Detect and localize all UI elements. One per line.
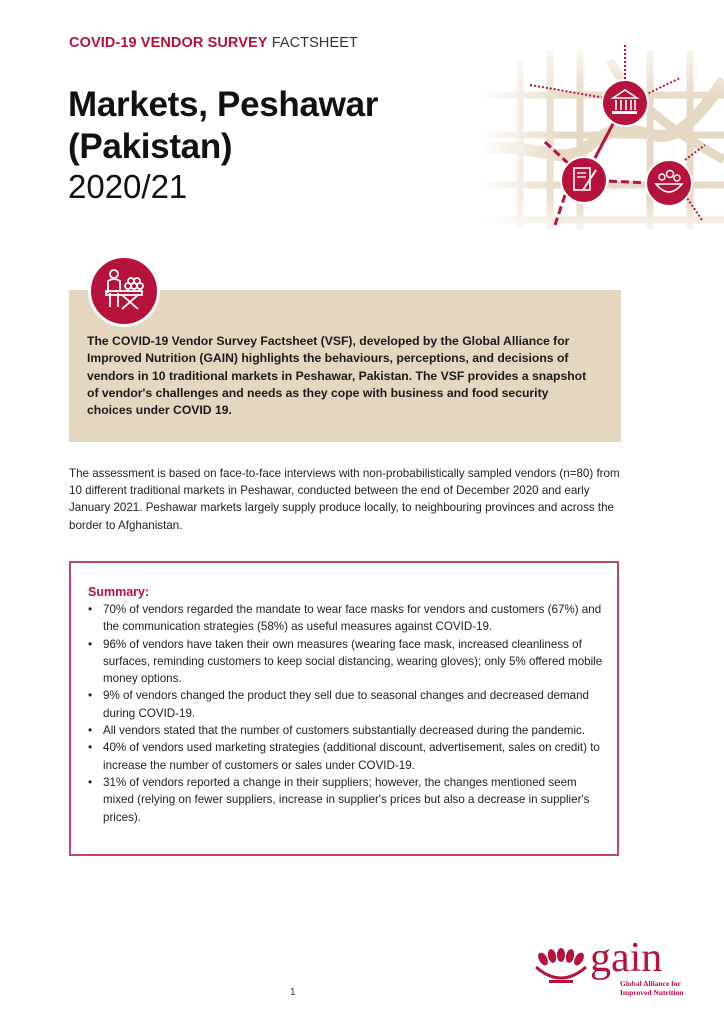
hero-map-illustration (480, 40, 724, 240)
summary-box (69, 561, 619, 856)
food-bowl-icon (646, 160, 692, 206)
vendor-stall-icon (88, 255, 160, 327)
kicker-brand: COVID-19 VENDOR SURVEY (69, 35, 268, 51)
wheat-bowl-icon (533, 947, 589, 987)
intro-text: The COVID-19 Vendor Survey Factsheet (VSF), developed by the Global Alliance for Improved Nutrition (GAIN) highlights the behaviours, perceptions, and decisions of vendors in 10 traditional markets in Peshawar, Pakistan. The VSF provides a snapshot of vendor's challenges and needs as they cope with business and food security choices under COVID 19. (87, 334, 587, 418)
bank-icon (602, 80, 648, 126)
gain-logo (533, 935, 693, 1001)
summary-item: • All vendors stated that the number of customers substantially decreased during the pandemic. (87, 722, 607, 739)
summary-item: • 70% of vendors regarded the mandate to wear face masks for vendors and customers (67%) and the communication strategies (58%) as useful measures against COVID-19. (87, 601, 607, 636)
summary-heading: Summary: (88, 585, 150, 599)
summary-item: • 96% of vendors have taken their own measures (wearing face mask, increased cleanliness of surfaces, reminding customers to keep social distancing, wearing gloves); only 5% offered mobile money options. (87, 636, 607, 688)
page-title (68, 84, 378, 168)
page-year: 2020/21 (68, 168, 188, 205)
summary-item: • 31% of vendors reported a change in their suppliers; however, the changes mentioned seem mixed (relying on fewer suppliers, increase in supplier's prices but also a decrease in supplier's prices). (87, 774, 607, 826)
summary-item: • 40% of vendors used marketing strategies (additional discount, advertisement, sales on credit) to increase the number of customers or sales under COVID-19. (87, 739, 607, 774)
summary-item: • 9% of vendors changed the product they sell due to seasonal changes and decreased demand during COVID-19. (87, 687, 607, 722)
notepad-pencil-icon (561, 157, 607, 203)
kicker (69, 35, 358, 51)
page-number: 1 (290, 987, 296, 998)
title-line-2: (Pakistan) (68, 127, 233, 166)
assessment-paragraph: The assessment is based on face-to-face interviews with non-probabilistically sampled vendors (n=80) from 10 different traditional markets in Peshawar, conducted between the end of December 2020 and early January 2021. Peshawar markets largely supply produce locally, to neighbouring provinces and across the border to Afghanistan. (69, 467, 620, 532)
title-line-1: Markets, Peshawar (68, 85, 379, 124)
logo-subtitle-line-1: Global Alliance for (620, 979, 681, 988)
kicker-rest: FACTSHEET (271, 35, 358, 51)
logo-subtitle-line-2: Improved Nutrition (620, 988, 684, 997)
logo-wordmark: gain (590, 935, 663, 981)
logo-subtitle (620, 979, 683, 997)
summary-list (87, 601, 607, 826)
